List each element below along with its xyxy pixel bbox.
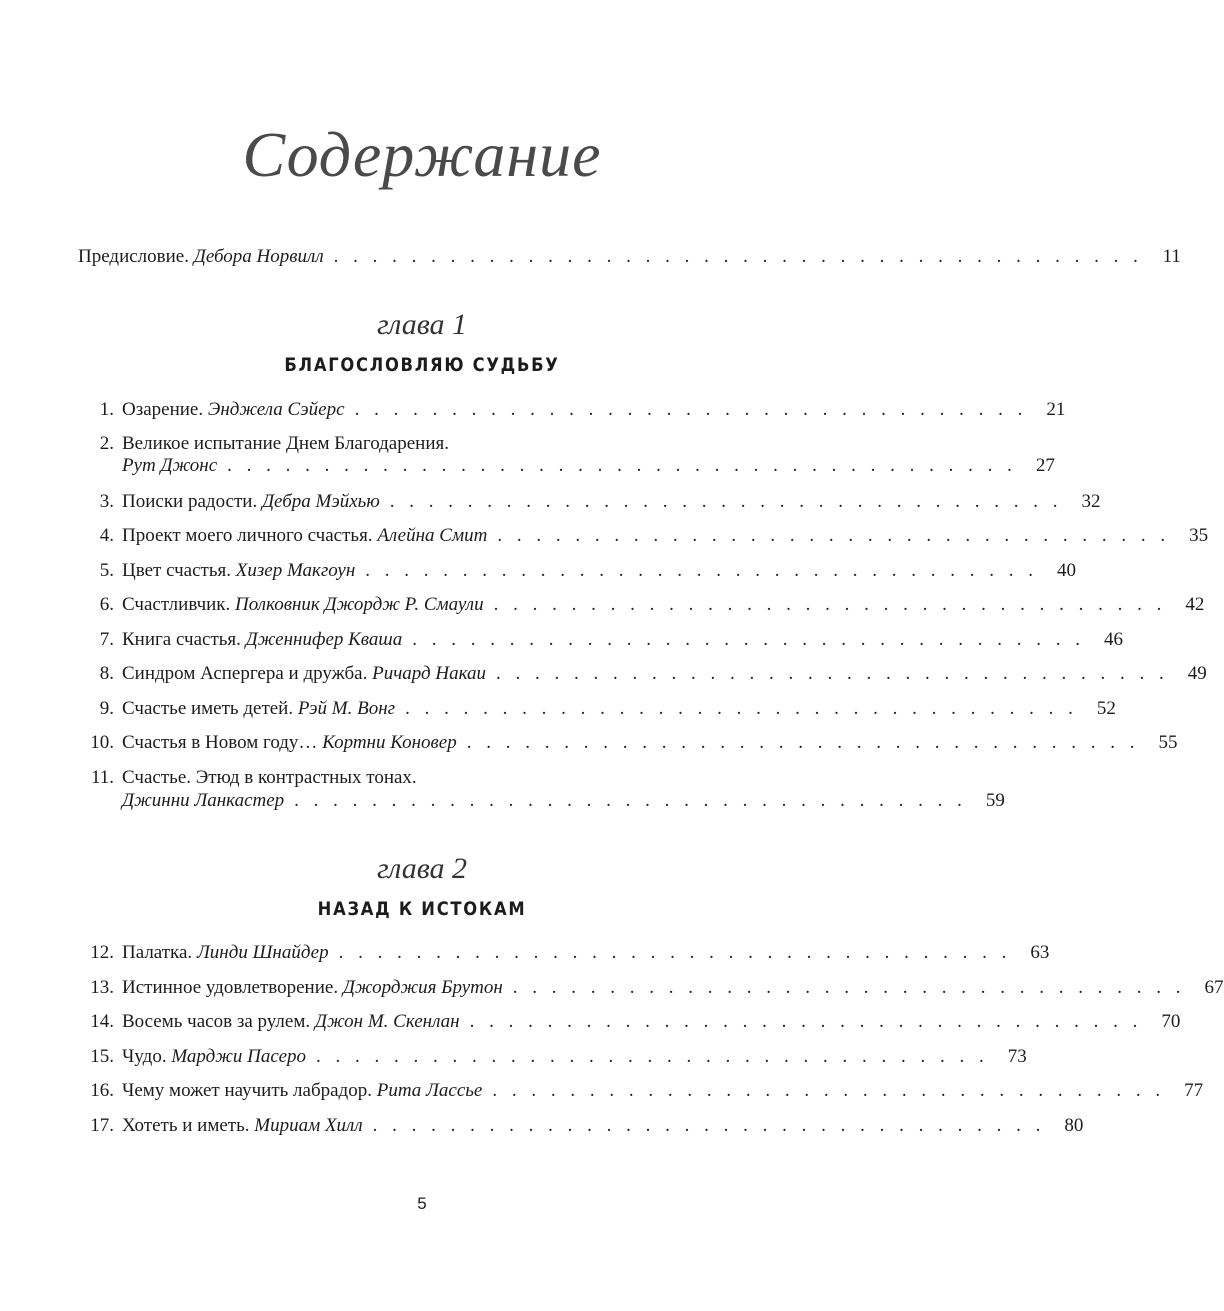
leader-dots: . . . . . . . . . . . . . . . . . . . . . . . . . . . . . . . . . . .	[389, 491, 1063, 512]
toc-entry-text: Счастье. Этюд в контрастных тонах.	[122, 767, 417, 788]
toc-entry-page: 35	[1189, 525, 1209, 546]
toc-entry-text: Истинное удовлетворение.	[122, 977, 339, 998]
toc-entry-page: 73	[1007, 1046, 1027, 1067]
toc-entry-number: 6.	[99, 594, 114, 615]
toc-entry-text: Чему может научить лабрадор.	[122, 1080, 372, 1101]
toc-entry-page: 32	[1081, 491, 1101, 512]
toc-entry-page: 77	[1184, 1080, 1204, 1101]
leader-dots: . . . . . . . . . . . . . . . . . . . . . . . . . . . . . . . . . . .	[496, 663, 1169, 684]
toc-entry-page: 11	[1162, 246, 1181, 267]
toc-entry	[78, 560, 1077, 592]
leader-dots: . . . . . . . . . . . . . . . . . . . . . . . . . . . . . . . . . . .	[365, 560, 1039, 581]
leader-dots: . . . . . . . . . . . . . . . . . . . . . . . . . . . . . . . . . . . . . . . . .	[227, 455, 1017, 476]
toc-entry-author: Хизер Макгоун	[235, 560, 356, 581]
leader-dots: . . . . . . . . . . . . . . . . . . . . . . . . . . . . . . . . . . .	[492, 1080, 1166, 1101]
toc-entry-number: 10.	[90, 732, 114, 753]
toc-entry-page: 67	[1204, 977, 1224, 998]
toc-entry-number: 5.	[99, 560, 114, 581]
toc-entry-author: Джинни Ланкастер	[122, 790, 285, 811]
toc-entry	[78, 1115, 1084, 1147]
toc-preface-row	[78, 246, 1181, 278]
toc-entry-author: Джорджия Брутон	[342, 977, 503, 998]
chapter-label: глава 2	[376, 852, 468, 885]
toc-entry-text: Синдром Аспергера и дружба.	[122, 663, 368, 684]
toc-entry	[78, 629, 1123, 661]
toc-entry	[78, 399, 1066, 431]
toc-entry-number: 2.	[99, 433, 114, 454]
toc-entry	[78, 663, 1207, 695]
toc-entry	[78, 1046, 1027, 1078]
toc-entry-author: Мириам Хилл	[254, 1115, 363, 1136]
toc-entry-number: 9.	[99, 698, 114, 719]
toc-entry-number: 11.	[90, 767, 114, 788]
toc-entry-page: 27	[1035, 455, 1055, 476]
toc-entry-page: 59	[985, 790, 1005, 811]
toc-entry-page: 55	[1158, 732, 1178, 753]
toc-entry	[78, 942, 1050, 974]
leader-dots: . . . . . . . . . . . . . . . . . . . . . . . . . . . . . . . . . . .	[405, 698, 1078, 719]
toc-entry-author: Рита Лассье	[376, 1080, 483, 1101]
toc-entry-author: Кортни Коновер	[322, 732, 457, 753]
toc-entry-author: Дебра Мэйхью	[261, 491, 380, 512]
leader-dots: . . . . . . . . . . . . . . . . . . . . . . . . . . . . . . . . . . .	[493, 594, 1167, 615]
page-title: Содержание	[242, 119, 602, 190]
toc-entry-continuation	[122, 790, 1005, 822]
toc-entry	[78, 1080, 1204, 1112]
chapter-name: НАЗАД К ИСТОКАМ	[317, 898, 527, 920]
toc-entry-continuation	[122, 455, 1055, 487]
leader-dots: . . . . . . . . . . . . . . . . . . . . . . . . . . . . . . . . . . .	[466, 732, 1140, 753]
toc-entry-author: Алейна Смит	[377, 525, 488, 546]
chapter-name: БЛАГОСЛОВЛЯЮ СУДЬБУ	[284, 354, 560, 376]
leader-dots: . . . . . . . . . . . . . . . . . . . . . . . . . . . . . . . . . . .	[512, 977, 1186, 998]
leader-dots: . . . . . . . . . . . . . . . . . . . . . . . . . . . . . . . . . . . . . . . . . .	[333, 246, 1143, 267]
toc-entry-number: 13.	[90, 977, 114, 998]
toc-entry-number: 17.	[90, 1115, 114, 1136]
toc-entry-text: Поиски радости.	[122, 491, 258, 512]
toc-entry	[78, 1011, 1181, 1043]
toc-entry-author: Рут Джонс	[122, 455, 218, 476]
toc-entry-page: 40	[1057, 560, 1077, 581]
toc-entry-number: 15.	[90, 1046, 114, 1067]
toc-entry-text: Восемь часов за рулем.	[122, 1011, 311, 1032]
toc-entry	[78, 732, 1178, 764]
toc-entry-text: Чудо.	[122, 1046, 167, 1067]
toc-entry	[78, 525, 1209, 557]
toc-entry-author: Энджела Сэйерс	[207, 399, 345, 420]
toc-entry-page: 63	[1030, 942, 1050, 963]
toc-entry-author: Рэй М. Вонг	[297, 698, 396, 719]
toc-entry-page: 70	[1161, 1011, 1181, 1032]
toc-entry-page: 49	[1187, 663, 1207, 684]
toc-entry	[78, 977, 1224, 1009]
leader-dots: . . . . . . . . . . . . . . . . . . . . . . . . . . . . . . . . . . .	[372, 1115, 1046, 1136]
toc-entry-text: Проект моего личного счастья.	[122, 525, 373, 546]
leader-dots: . . . . . . . . . . . . . . . . . . . . . . . . . . . . . . . . . . .	[316, 1046, 989, 1067]
toc-entry-page: 42	[1185, 594, 1205, 615]
toc-entry-number: 3.	[99, 491, 114, 512]
toc-entry-author: Дженнифер Кваша	[245, 629, 403, 650]
toc-entry-text: Хотеть и иметь.	[122, 1115, 250, 1136]
leader-dots: . . . . . . . . . . . . . . . . . . . . . . . . . . . . . . . . . . .	[338, 942, 1012, 963]
toc-entry-page: 80	[1064, 1115, 1084, 1136]
toc-entry-text: Цвет счастья.	[122, 560, 231, 581]
toc-entry-number: 16.	[90, 1080, 114, 1101]
toc-entry-page: 21	[1046, 399, 1066, 420]
toc-entry-author: Ричард Накаи	[372, 663, 487, 684]
toc-entry-number: 12.	[90, 942, 114, 963]
toc-entry-number: 8.	[99, 663, 114, 684]
chapter-label: глава 1	[376, 308, 468, 341]
toc-entry-text: Книга счастья.	[122, 629, 241, 650]
toc-entry	[78, 698, 1116, 730]
leader-dots: . . . . . . . . . . . . . . . . . . . . . . . . . . . . . . . . . . .	[469, 1011, 1143, 1032]
toc-entry-author: Линди Шнайдер	[196, 942, 329, 963]
toc-entry-author: Джон М. Скенлан	[314, 1011, 460, 1032]
toc-entry-number: 7.	[99, 629, 114, 650]
toc-entry-text: Озарение.	[122, 399, 204, 420]
toc-entry-number: 14.	[90, 1011, 114, 1032]
leader-dots: . . . . . . . . . . . . . . . . . . . . . . . . . . . . . . . . . . .	[497, 525, 1171, 546]
toc-entry-number: 1.	[99, 399, 114, 420]
toc-entry-author: Полковник Джордж Р. Смаули	[235, 594, 484, 615]
toc-entry-text: Предисловие.	[78, 246, 189, 267]
leader-dots: . . . . . . . . . . . . . . . . . . . . . . . . . . . . . . . . . . .	[294, 790, 967, 811]
toc-entry-text: Великое испытание Днем Благодарения.	[122, 433, 449, 454]
toc-entry-text: Счастья в Новом году…	[122, 732, 318, 753]
toc-entry-author: Марджи Пасеро	[171, 1046, 307, 1067]
toc-entry-number: 4.	[99, 525, 114, 546]
toc-entry-author: Дебора Норвилл	[193, 246, 324, 267]
leader-dots: . . . . . . . . . . . . . . . . . . . . . . . . . . . . . . . . . . .	[412, 629, 1085, 650]
toc-entry-page: 46	[1103, 629, 1123, 650]
leader-dots: . . . . . . . . . . . . . . . . . . . . . . . . . . . . . . . . . . .	[354, 399, 1028, 420]
toc-entry	[78, 491, 1101, 523]
toc-entry-text: Счастливчик.	[122, 594, 231, 615]
toc-entry-text: Палатка.	[122, 942, 193, 963]
toc-entry-page: 52	[1096, 698, 1116, 719]
toc-entry	[78, 594, 1205, 626]
toc-entry-text: Счастье иметь детей.	[122, 698, 294, 719]
page-number: 5	[417, 1194, 427, 1213]
